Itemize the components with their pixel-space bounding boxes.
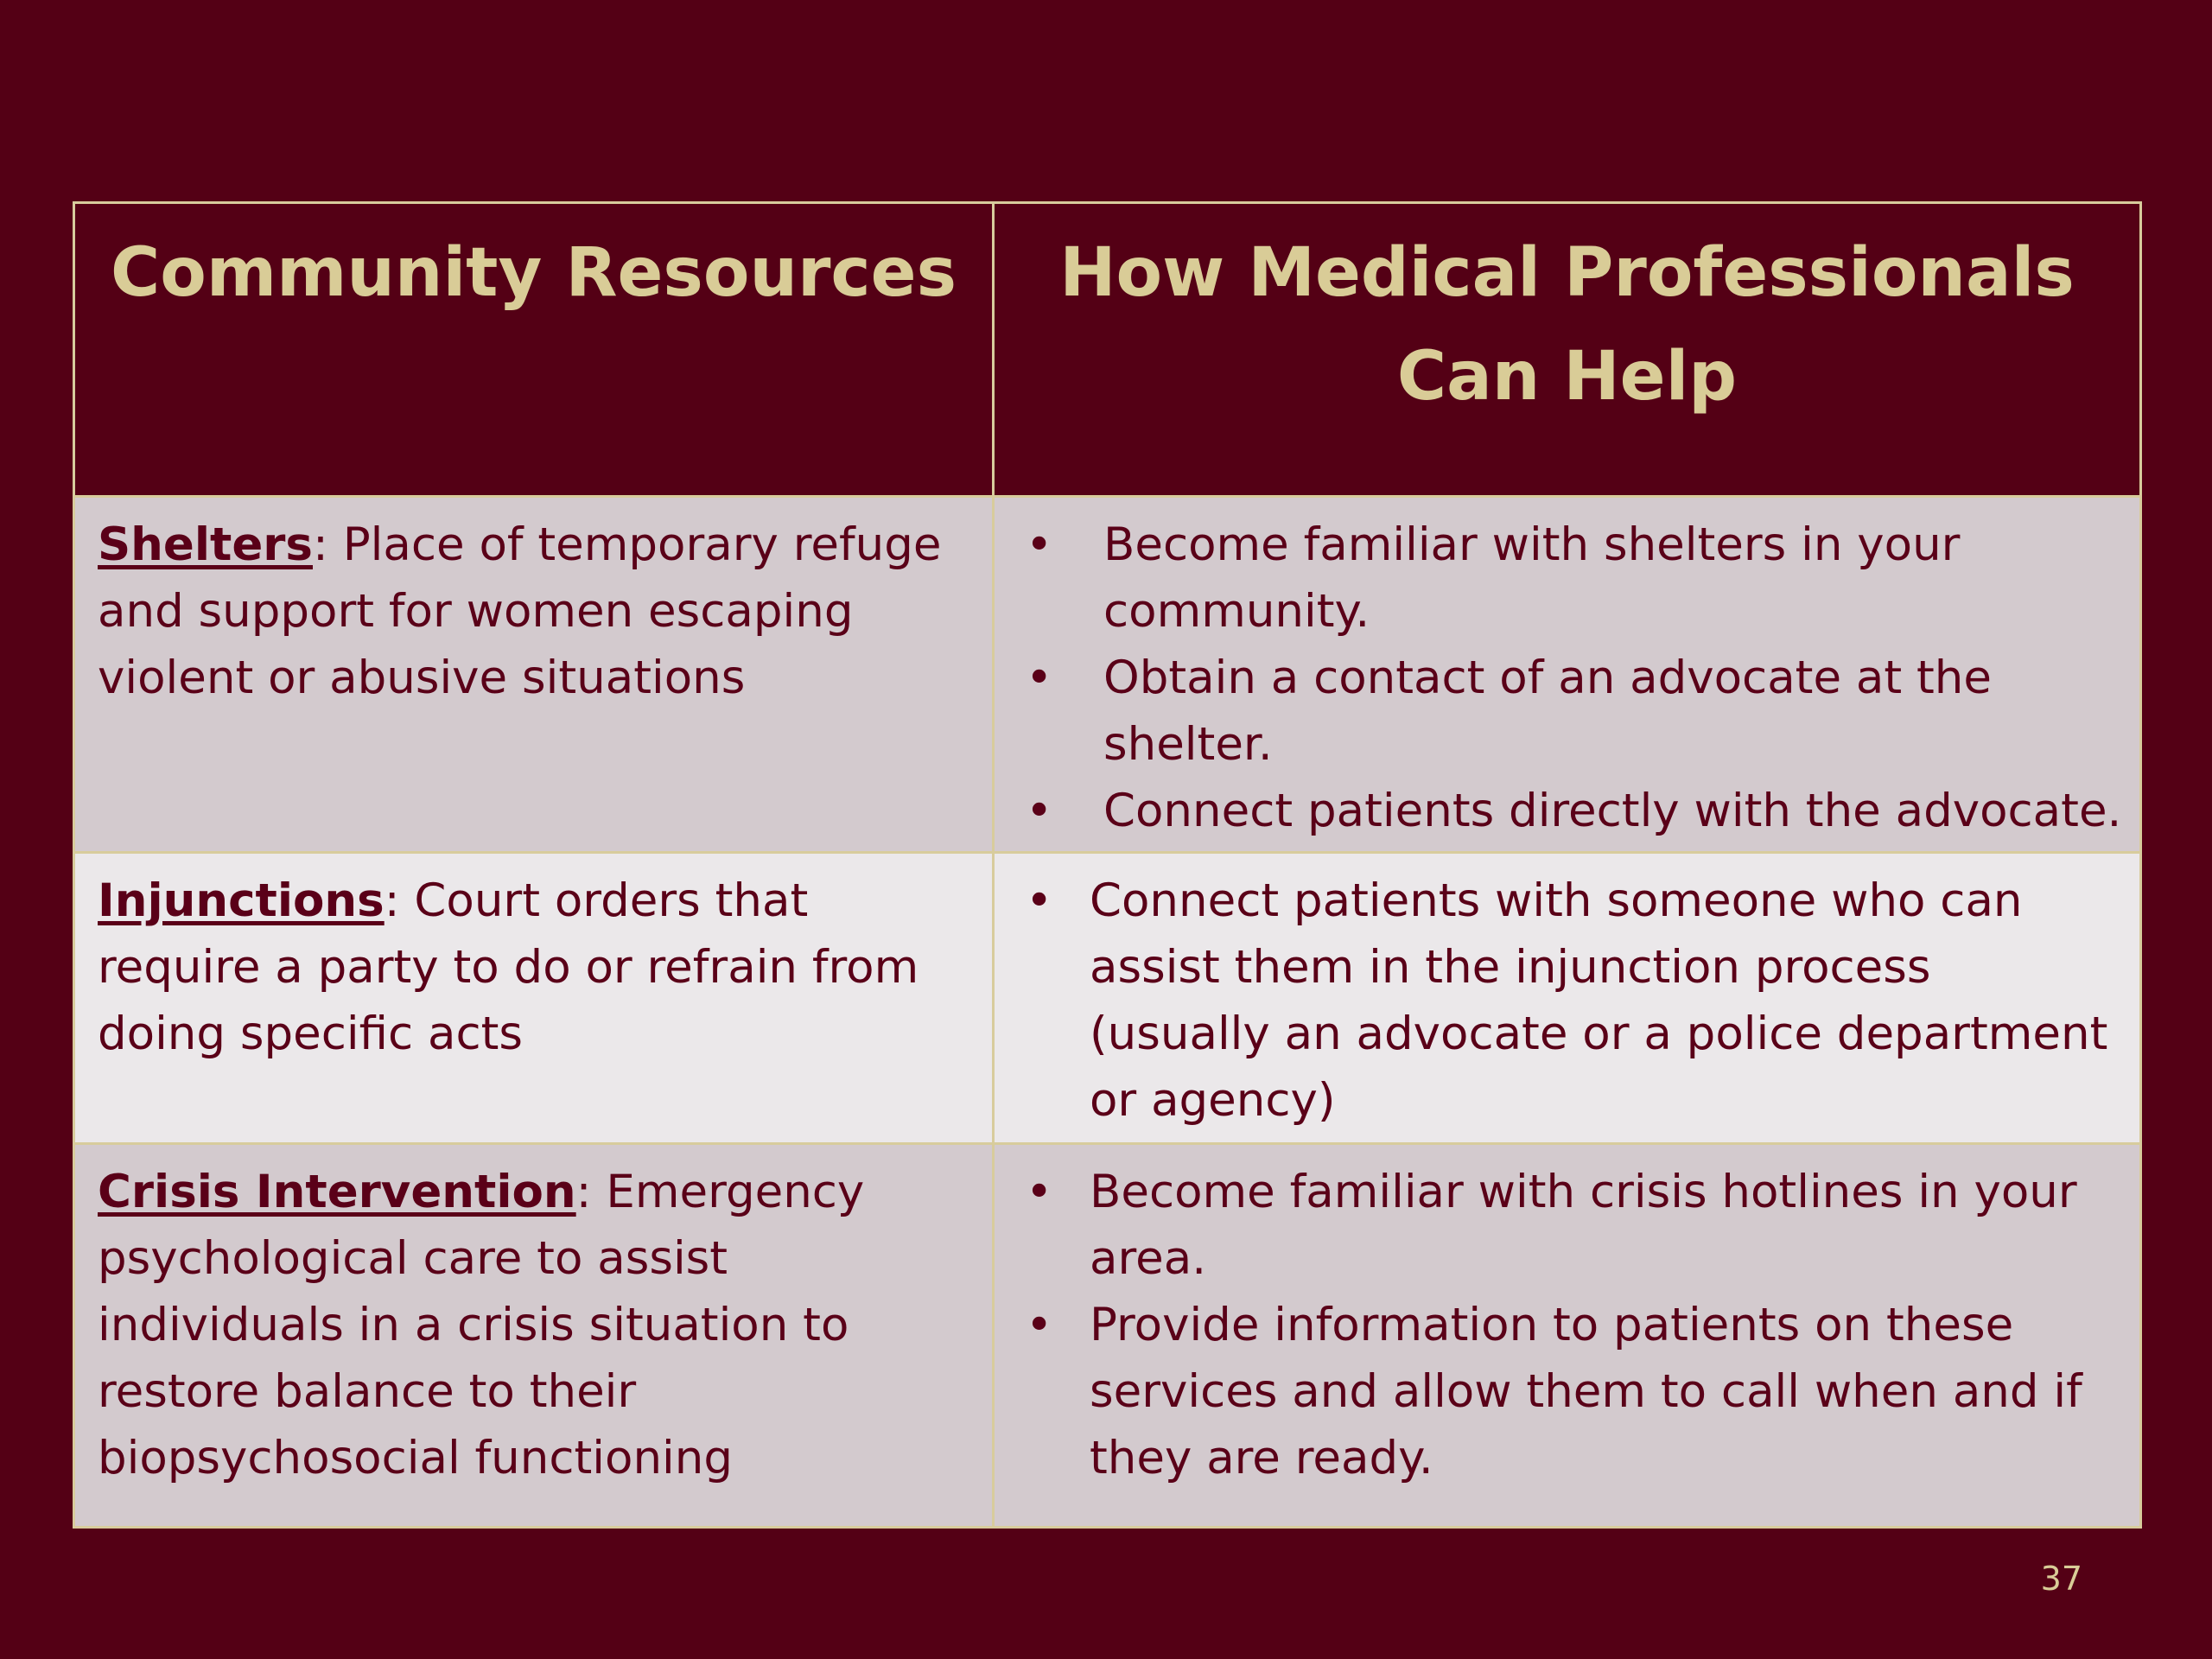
resource-cell-crisis-intervention	[74, 1144, 994, 1528]
table-row-crisis-intervention	[74, 1144, 2141, 1528]
help-list	[1012, 512, 2126, 844]
list-item: • Become familiar with shelters in your community.	[1012, 512, 2126, 645]
header-how-medical-professionals-can-help	[994, 203, 2141, 497]
resource-cell-shelters	[74, 497, 994, 853]
resource-definition: : Place of temporary refuge and support for women escaping violent or abusive situations	[98, 518, 942, 704]
resource-definition: : Court orders that require a party to do or refrain from doing specific acts	[98, 874, 919, 1060]
resource-term: Crisis Intervention	[98, 1166, 576, 1218]
resource-term: Injunctions	[98, 874, 385, 927]
table-row-shelters	[74, 497, 2141, 853]
bullet-icon: •	[1026, 518, 1053, 571]
header-community-resources: Community Resources	[74, 203, 994, 497]
help-list	[1012, 868, 2126, 1134]
help-list	[1012, 1159, 2126, 1491]
header-right-line2: Can Help	[1396, 338, 1738, 416]
bullet-icon: •	[1026, 1299, 1053, 1351]
table-header-row	[74, 203, 2141, 497]
list-item: • Connect patients with someone who can assist them in the injunction process (usually an advocate or a police department or agency)	[1012, 868, 2126, 1134]
resource-cell-injunctions	[74, 853, 994, 1144]
bullet-icon: •	[1026, 785, 1053, 837]
page-number: 37	[2040, 1560, 2082, 1598]
resource-definition: : Emergency psychological care to assist individuals in a crisis situation to restore balance to their biopsychosocial functioning	[98, 1166, 865, 1484]
help-cell-injunctions	[994, 853, 2141, 1144]
bullet-icon: •	[1026, 1166, 1053, 1218]
help-cell-crisis-intervention	[994, 1144, 2141, 1528]
list-item: • Obtain a contact of an advocate at the shelter.	[1012, 645, 2126, 778]
bullet-icon: •	[1026, 652, 1053, 704]
list-item: • Become familiar with crisis hotlines in your area.	[1012, 1159, 2126, 1292]
list-item: • Provide information to patients on these services and allow them to call when and if they are ready.	[1012, 1292, 2126, 1491]
bullet-icon: •	[1026, 874, 1053, 927]
help-cell-shelters	[994, 497, 2141, 853]
table-row-injunctions	[74, 853, 2141, 1144]
resources-table	[73, 201, 2142, 1529]
header-right-line1: How Medical Professionals	[1059, 234, 2075, 312]
resource-term: Shelters	[98, 518, 313, 571]
list-item: • Connect patients directly with the advocate.	[1012, 778, 2126, 844]
